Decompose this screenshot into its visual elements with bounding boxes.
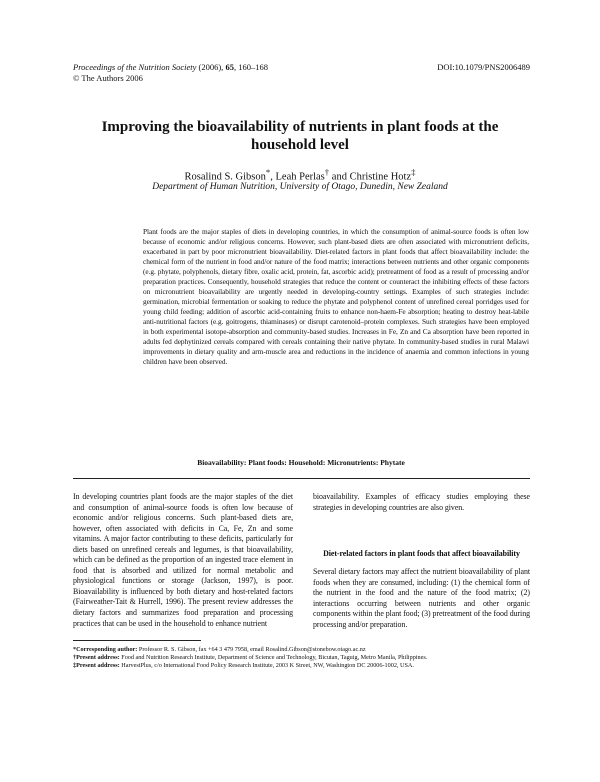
footnote-corresponding [73,646,530,654]
footnote-divider [73,640,201,641]
section-paragraph: Several dietary factors may affect the nutrient bioavailability of plant foods when they are consumed, including: (1) the chemical form of the nutrient in the food and the nature of the food matrix; (2) interactions occurring between nutrients and other organic components within the plant food; (3) pretreatment of the food during processing and/or preparation. [313,567,530,629]
journal-citation [73,62,268,73]
author-perlas: Leah Perlas [275,171,325,183]
body-column-right [313,492,530,630]
paper-title: Improving the bioavailability of nutrients in plant foods at the household level [101,119,499,153]
section-divider [73,478,530,479]
intro-paragraph-continued: bioavailability. Examples of efficacy studies employing these strategies in developing countries are also given. [313,492,530,512]
journal-pages: , 160–168 [233,62,268,72]
intro-paragraph: In developing countries plant foods are the major staples of the diet and consumption of animal-source foods is often low because of economic and/or religious concerns. Such plant-based diets are, however, often associated with deficits in Ca, Fe, Zn and some vitamins. A major factor contributing to these deficits, particularly for diets based on unrefined cereals and legumes, is that bioavailability, which can be defined as the proportion of an ingested trace element in food that is absorbed and utilized for normal metabolic and physiological functions or storage (Jackson, 1997), is poor. Bioavailability is influenced by both dietary and host-related factors (Fairweather-Tait & Hurrell, 1996). The present review addresses the dietary factors and summarizes food preparation and processing practices that can be used in the household to enhance nutrient [73,492,293,628]
affiliation: Department of Human Nutrition, University of Otago, Dunedin, New Zealand [152,182,448,192]
body-column-left [73,492,293,629]
journal-year: (2006), [196,62,226,72]
running-header [73,62,268,84]
journal-name: Proceedings of the Nutrition Society [73,62,197,72]
abstract: Plant foods are the major staples of diets in developing countries, in which the consumption of animal-source foods is often low because of economic and/or religious concerns. However, such plant-based diets are often associated with micronutrient deficits, exacerbated in part by poor micronutrient bioavailability. Diet-related factors in plant foods that affect bioavailability include: the chemical form of the nutrient in food and/or nature of the food matrix; interactions between nutrients and other organic components (e.g. phytate, polyphenols, dietary fibre, oxalic acid, protein, fat, ascorbic acid); pretreatment of food as a result of processing and/or preparation practices. Consequently, household strategies that reduce the content or counteract the inhibiting effects of these factors on micronutrient bioavailability are urgently needed in developing-country settings. Examples of such strategies include: germination, microbial fermentation or soaking to reduce the phytate and polyphenol content of unrefined cereal porridges used for young child feeding; addition of ascorbic acid-containing fruits to enhance non-haem-Fe absorption; heating to destroy heat-labile anti-nutritional factors (e.g. goitrogens, thiaminases) or disrupt carotenoid–protein complexes. Such strategies have been employed in both experimental isotope-absorption and community-based studies. Increases in Fe, Zn and Ca absorption have been reported in adults fed dephytinized cereals compared with cereals containing their native phytate. In community-based studies in rural Malawi improvements in dietary quality and arm-muscle area and reductions in the incidence of anaemia and common infections in young children have been observed. [143,227,529,366]
author-mark-corresponding: * [265,167,271,177]
footnotes [73,646,530,671]
copyright-line: © The Authors 2006 [73,73,143,83]
footnote-address-1 [73,654,530,662]
section-heading: Diet-related factors in plant foods that affect bioavailability [323,549,520,559]
author-mark-double-dagger: ‡ [411,167,416,177]
footnote-text: HarvestPlus, c/o International Food Policy Research Institute, 2003 K Street, NW, Washington DC 20006-1002, USA. [119,662,414,670]
author-separator: and [329,171,350,183]
doi: DOI:10.1079/PNS2006489 [437,62,530,72]
footnote-text: Food and Nutrition Research Institute, Department of Science and Technology, Bicutan, Taguig, Metro Manila, Philippines. [119,654,428,662]
footnote-label: *Corresponding author: [73,646,138,653]
author-gibson: Rosalind S. Gibson [184,171,266,183]
journal-volume: 65 [225,62,234,72]
footnote-text: Professor R. S. Gibson, fax +64 3 479 7958, email Rosalind.Gibson@stonebow.otago.ac.nz [137,646,366,653]
footnote-address-2 [73,662,530,670]
author-mark-dagger: † [324,167,330,177]
author-separator: , [270,171,276,183]
footnote-label: †Present address: [73,654,120,662]
keywords: Bioavailability: Plant foods: Household: Micronutrients: Phytate [197,458,405,467]
author-hotz: Christine Hotz [349,171,412,183]
footnote-label: ‡Present address: [73,662,120,670]
